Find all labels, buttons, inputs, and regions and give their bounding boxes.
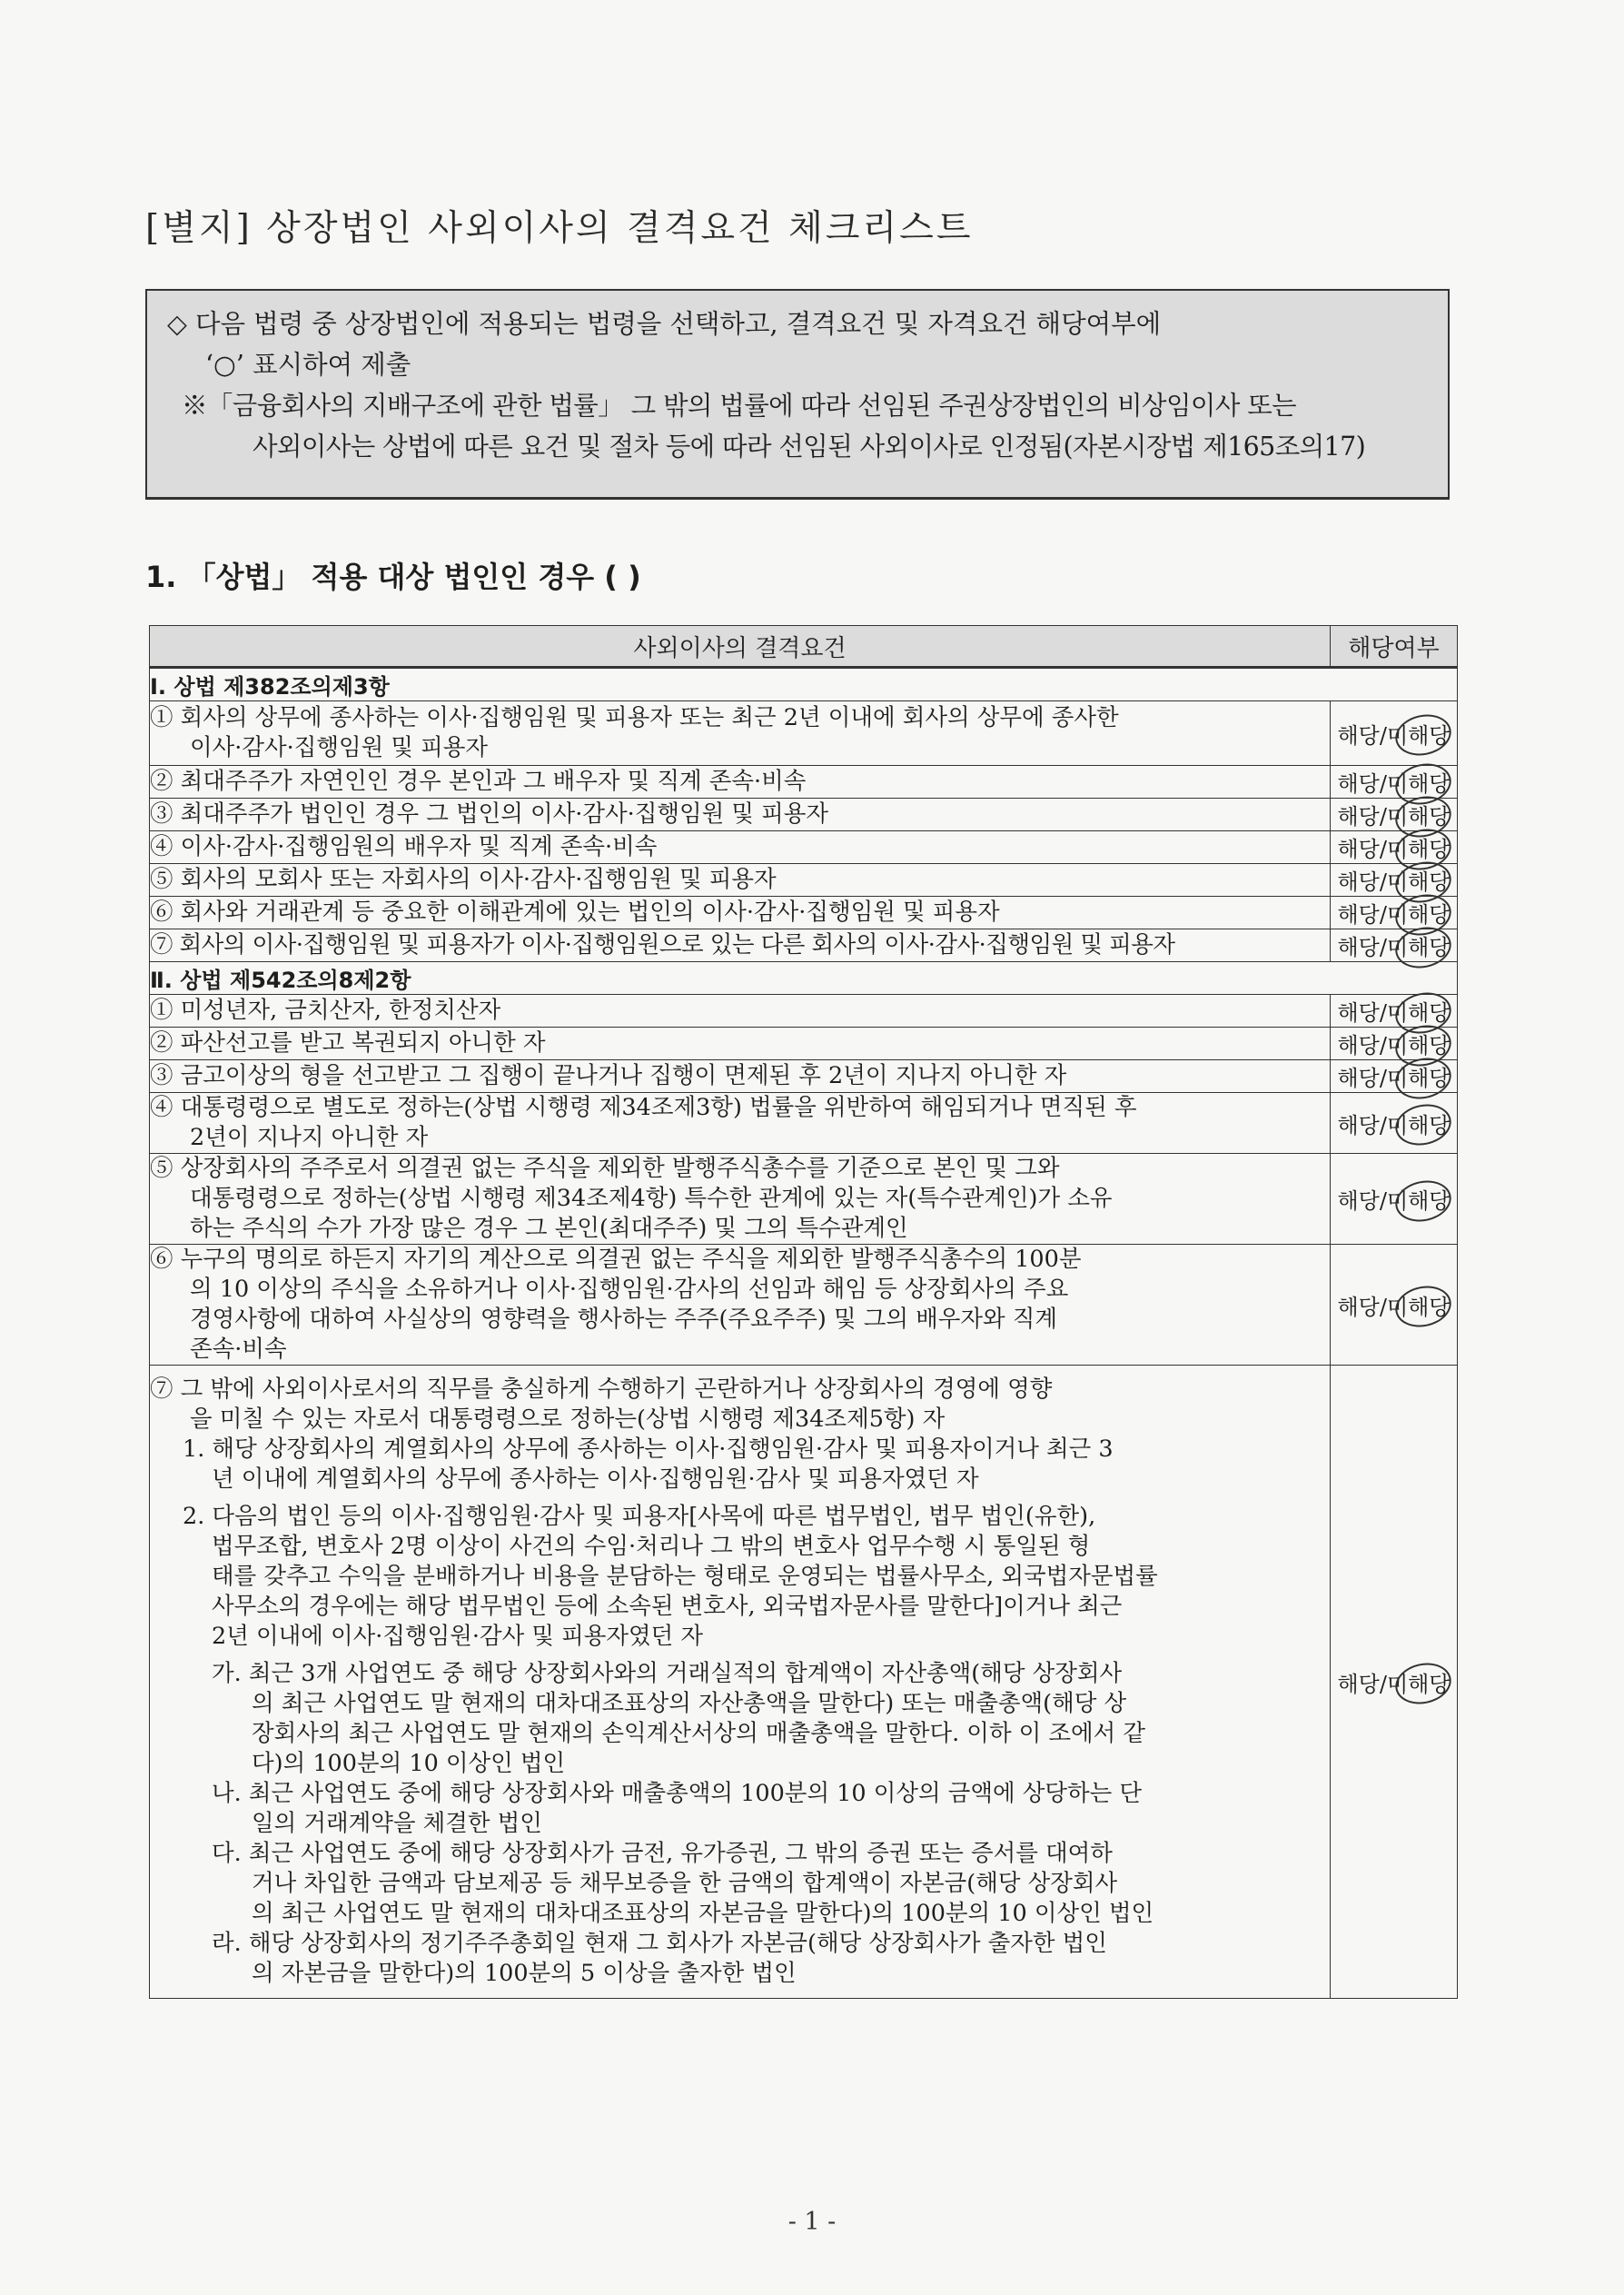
answer-cell[interactable]: 해당/미해당 <box>1331 1154 1458 1245</box>
checklist-table <box>149 625 1458 1999</box>
group-title: Ⅱ. 상법 제542조의8제2항 <box>150 962 1458 995</box>
requirement-cell: ② 최대주주가 자연인인 경우 본인과 그 배우자 및 직계 존속·비속 <box>150 766 1331 799</box>
table-row <box>150 897 1458 929</box>
note-line: ※「금융회사의 지배구조에 관한 법률」 그 밖의 법률에 따라 선임된 주권상장법인의 비상임이사 또는 <box>182 391 1297 421</box>
table-row <box>150 1245 1458 1366</box>
section-heading: 1. 「상법」 적용 대상 법인인 경우 ( ) <box>145 560 641 594</box>
table-row <box>150 1366 1458 1999</box>
header-applicable: 해당여부 <box>1331 626 1458 668</box>
requirement-cell: ⑤ 회사의 모회사 또는 자회사의 이사·감사·집행임원 및 피용자 <box>150 864 1331 897</box>
requirement-cell: ⑦ 그 밖에 사외이사로서의 직무를 충실하게 수행하기 곤란하거나 상장회사의 경영에 영향 을 미칠 수 있는 자로서 대통령령으로 정하는(상법 시행령 제34조제5항) 자 1. 해당 상장회사의 계열회사의 상무에 종사하는 이사·집행임원·감사 및 피용자이거나 최근 3 년 이내에 계열회사의 상무에 종사하는 이사·집행임원·감사 및 피용자였던 자 2. 다음의 법인 등의 이사·집행임원·감사 및 피용자[사목에 따른 법무법인, 법무 법인(유한), 법무조합, 변호사 2명 이상이 사건의 수임·처리나 그 밖의 변호사 업무수행 시 통일된 형 태를 갖추고 수익을 분배하거나 비용을 분담하는 형태로 운영되는 법률사무소, 외국법자문법률 사무소의 경우에는 해당 법무법인 등에 소속된 변호사, 외국법자문사를 말한다]이거나 최근 2년 이내에 이사·집행임원·감사 및 피용자였던 자 가. 최근 3개 사업연도 중 해당 상장회사와의 거래실적의 합계액이 자산총액(해당 상장회사 의 최근 사업연도 말 현재의 대차대조표상의 자산총액을 말한다) 또는 매출총액(해당 상 장회사의 최근 사업연도 말 현재의 손익계산서상의 매출총액을 말한다. 이하 이 조에서 같 다)의 100분의 10 이상인 법인 나. 최근 사업연도 중에 해당 상장회사와 매출총액의 100분의 10 이상의 금액에 상당하는 단 일의 거래계약을 체결한 법인 다. 최근 사업연도 중에 해당 상장회사가 금전, 유가증권, 그 밖의 증권 또는 증서를 대여하 거나 차입한 금액과 담보제공 등 채무보증을 한 금액의 합계액이 자본금(해당 상장회사 의 최근 사업연도 말 현재의 대차대조표상의 자본금을 말한다)의 100분의 10 이상인 법인 라. 해당 상장회사의 정기주주총회일 현재 그 회사가 자본금(해당 상장회사가 출자한 법인 의 자본금을 말한다)의 100분의 5 이상을 출자한 법인 <box>150 1366 1331 1999</box>
table-row <box>150 701 1458 766</box>
group-row <box>150 668 1458 701</box>
instruction-line: ‘○’ 표시하여 제출 <box>205 350 411 380</box>
answer-cell[interactable]: 해당/미해당 <box>1331 1028 1458 1060</box>
requirement-cell: ④ 이사·감사·집행임원의 배우자 및 직계 존속·비속 <box>150 831 1331 864</box>
requirement-cell: ④ 대통령령으로 별도로 정하는(상법 시행령 제34조제3항) 법률을 위반하여 해임되거나 면직된 후 2년이 지나지 아니한 자 <box>150 1093 1331 1154</box>
requirement-cell: ① 미성년자, 금치산자, 한정치산자 <box>150 995 1331 1028</box>
answer-cell[interactable]: 해당/미해당 <box>1331 1093 1458 1154</box>
answer-cell[interactable]: 해당/미해당 <box>1331 1366 1458 1999</box>
answer-cell[interactable]: 해당/미해당 <box>1331 799 1458 831</box>
table-row <box>150 1060 1458 1093</box>
table-row <box>150 864 1458 897</box>
requirement-cell: ⑤ 상장회사의 주주로서 의결권 없는 주식을 제외한 발행주식총수를 기준으로 본인 및 그와 대통령령으로 정하는(상법 시행령 제34조제4항) 특수한 관계에 있는 자(특수관계인)가 소유 하는 주식의 수가 가장 많은 경우 그 본인(최대주주) 및 그의 특수관계인 <box>150 1154 1331 1245</box>
table-row <box>150 766 1458 799</box>
table-row <box>150 929 1458 962</box>
requirement-cell: ③ 금고이상의 형을 선고받고 그 집행이 끝나거나 집행이 면제된 후 2년이 지나지 아니한 자 <box>150 1060 1331 1093</box>
answer-cell[interactable]: 해당/미해당 <box>1331 1060 1458 1093</box>
selection-circle-icon <box>1391 1658 1455 1709</box>
table-header-row <box>150 626 1458 668</box>
instruction-line: ◇ 다음 법령 중 상장법인에 적용되는 법령을 선택하고, 결격요건 및 자격요건 해당여부에 <box>167 309 1162 339</box>
selection-circle-icon <box>1391 710 1455 760</box>
answer-cell[interactable]: 해당/미해당 <box>1331 766 1458 799</box>
answer-cell[interactable]: 해당/미해당 <box>1331 897 1458 929</box>
header-requirement: 사외이사의 결격요건 <box>150 626 1331 668</box>
answer-cell[interactable]: 해당/미해당 <box>1331 1245 1458 1366</box>
table-row <box>150 1028 1458 1060</box>
requirement-cell: ⑥ 회사와 거래관계 등 중요한 이해관계에 있는 법인의 이사·감사·집행임원 및 피용자 <box>150 897 1331 929</box>
table-row <box>150 831 1458 864</box>
answer-cell[interactable]: 해당/미해당 <box>1331 831 1458 864</box>
group-title: Ⅰ. 상법 제382조의제3항 <box>150 668 1458 701</box>
requirement-cell: ⑥ 누구의 명의로 하든지 자기의 계산으로 의결권 없는 주식을 제외한 발행주식총수의 100분 의 10 이상의 주식을 소유하거나 이사·집행임원·감사의 선임과 해임 등 상장회사의 주요 경영사항에 대하여 사실상의 영향력을 행사하는 주주(주요주주) 및 그의 배우자와 직계 존속·비속 <box>150 1245 1331 1366</box>
selection-circle-icon <box>1391 1281 1455 1332</box>
answer-cell[interactable]: 해당/미해당 <box>1331 995 1458 1028</box>
selection-circle-icon <box>1391 1176 1455 1227</box>
note-line: 사외이사는 상법에 따른 요건 및 절차 등에 따라 선임된 사외이사로 인정됨(자본시장법 제165조의17) <box>253 432 1366 462</box>
answer-cell[interactable]: 해당/미해당 <box>1331 864 1458 897</box>
instruction-box <box>145 289 1450 500</box>
answer-cell[interactable]: 해당/미해당 <box>1331 701 1458 766</box>
requirement-cell: ⑦ 회사의 이사·집행임원 및 피용자가 이사·집행임원으로 있는 다른 회사의 이사·감사·집행임원 및 피용자 <box>150 929 1331 962</box>
table-row <box>150 1093 1458 1154</box>
table-row <box>150 1154 1458 1245</box>
document-title: [별지] 상장법인 사외이사의 결격요건 체크리스트 <box>145 208 974 249</box>
requirement-cell: ② 파산선고를 받고 복권되지 아니한 자 <box>150 1028 1331 1060</box>
selection-circle-icon <box>1391 1099 1455 1150</box>
requirement-cell: ③ 최대주주가 법인인 경우 그 법인의 이사·감사·집행임원 및 피용자 <box>150 799 1331 831</box>
table-row <box>150 995 1458 1028</box>
group-row <box>150 962 1458 995</box>
requirement-cell: ① 회사의 상무에 종사하는 이사·집행임원 및 피용자 또는 최근 2년 이내에 회사의 상무에 종사한 이사·감사·집행임원 및 피용자 <box>150 701 1331 766</box>
answer-cell[interactable]: 해당/미해당 <box>1331 929 1458 962</box>
table-row <box>150 799 1458 831</box>
page-number: - 1 - <box>787 2208 837 2236</box>
